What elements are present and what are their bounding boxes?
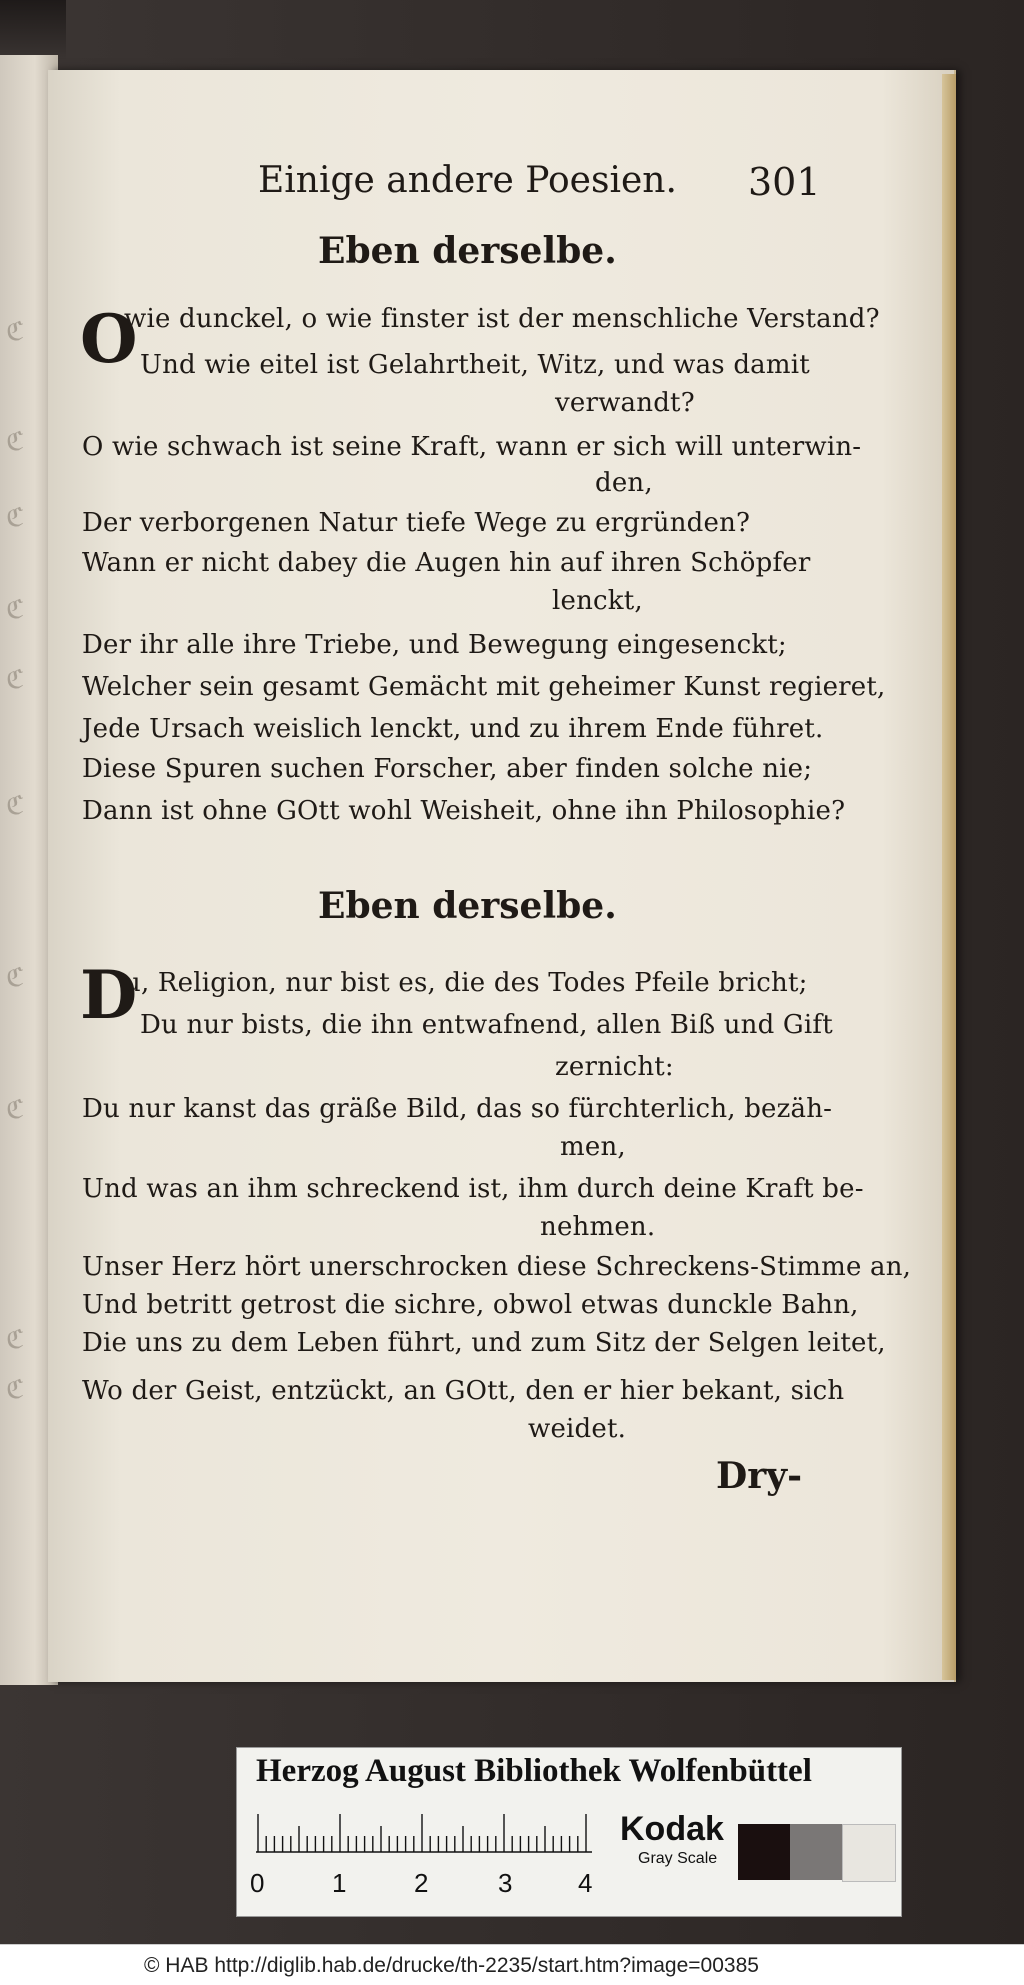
bleed-through-glyph: ℭ <box>6 317 25 347</box>
poem-line: den, <box>595 468 653 498</box>
ruler-number: 4 <box>578 1868 593 1898</box>
poem-line: nehmen. <box>540 1212 656 1242</box>
copyright-url: © HAB http://diglib.hab.de/drucke/th-2235/start.htm?image=00385 <box>144 1954 759 1977</box>
poem-line: Diese Spuren suchen Forscher, aber finden solche nie; <box>82 754 813 784</box>
poem-line: Wo der Geist, entzückt, an GOtt, den er hier bekant, sich <box>82 1376 845 1406</box>
bleed-through-glyph: ℭ <box>6 791 25 821</box>
ruler-number: 0 <box>250 1868 265 1898</box>
gray-swatch-light <box>842 1824 896 1882</box>
poem-line: Die uns zu dem Leben führt, und zum Sitz der Selgen leitet, <box>82 1328 886 1358</box>
drop-cap: O <box>80 300 138 378</box>
poem-line: Und was an ihm schreckend ist, ihm durch deine Kraft be- <box>82 1174 864 1204</box>
page-edge <box>942 74 956 1680</box>
poem-line: Welcher sein gesamt Gemächt mit geheimer Kunst regieret, <box>82 672 886 702</box>
poem-line: Du nur bists, die ihn entwafnend, allen Biß und Gift <box>140 1010 833 1040</box>
bleed-through-glyph: ℭ <box>6 503 25 533</box>
bleed-through-glyph: ℭ <box>6 1095 25 1125</box>
gray-swatch-mid <box>790 1824 842 1880</box>
poem-line: Und wie eitel ist Gelahrtheit, Witz, und was damit <box>140 350 810 380</box>
ruler-number: 3 <box>498 1868 513 1898</box>
bleed-through-glyph: ℭ <box>6 427 25 457</box>
gray-scale-label: Gray Scale <box>638 1850 718 1867</box>
kodak-logo: Kodak <box>620 1810 724 1848</box>
bleed-through-glyph: ℭ <box>6 665 25 695</box>
poem-line: O wie schwach ist seine Kraft, wann er sich will unterwin- <box>82 432 862 462</box>
poem-line: Dann ist ohne GOtt wohl Weisheit, ohne ihn Philosophie? <box>82 796 846 826</box>
drop-cap: D <box>80 956 138 1034</box>
poem-title: Eben derselbe. <box>318 230 617 272</box>
poem-title: Eben derselbe. <box>318 885 617 927</box>
poem-line: verwandt? <box>555 388 695 418</box>
poem-line: Der ihr alle ihre Triebe, und Bewegung eingesenckt; <box>82 630 787 660</box>
poem-line: Wann er nicht dabey die Augen hin auf ihren Schöpfer <box>82 548 811 578</box>
bleed-through-glyph: ℭ <box>6 1375 25 1405</box>
poem-line: zernicht: <box>555 1052 674 1082</box>
book-shadow <box>0 0 66 60</box>
bleed-through-glyph: ℭ <box>6 963 25 993</box>
poem-line: Und betritt getrost die sichre, obwol etwas dunckle Bahn, <box>82 1290 859 1320</box>
poem-line: wie dunckel, o wie finster ist der menschliche Verstand? <box>124 304 880 334</box>
catchword: Dry- <box>716 1455 803 1497</box>
running-head: Einige andere Poesien. <box>258 160 677 201</box>
poem-line: Der verborgenen Natur tiefe Wege zu ergründen? <box>82 508 751 538</box>
library-name: Herzog August Bibliothek Wolfenbüttel <box>256 1753 812 1789</box>
poem-line: men, <box>560 1132 626 1162</box>
bleed-through-glyph: ℭ <box>6 1325 25 1355</box>
gray-swatch-dark <box>738 1824 790 1880</box>
page-number: 301 <box>748 160 821 204</box>
poem-line: u, Religion, nur bist es, die des Todes Pfeile bricht; <box>124 968 808 998</box>
ruler-number: 1 <box>332 1868 347 1898</box>
bleed-through-glyph: ℭ <box>6 595 25 625</box>
poem-line: Jede Ursach weislich lenckt, und zu ihrem Ende führet. <box>82 714 824 744</box>
ruler-number: 2 <box>414 1868 429 1898</box>
poem-line: lenckt, <box>552 586 643 616</box>
poem-line: Unser Herz hört unerschrocken diese Schreckens-Stimme an, <box>82 1252 912 1282</box>
poem-line: Du nur kanst das gräße Bild, das so fürchterlich, bezäh- <box>82 1094 833 1124</box>
poem-line: weidet. <box>528 1414 627 1444</box>
ruler-scale <box>256 1813 592 1853</box>
